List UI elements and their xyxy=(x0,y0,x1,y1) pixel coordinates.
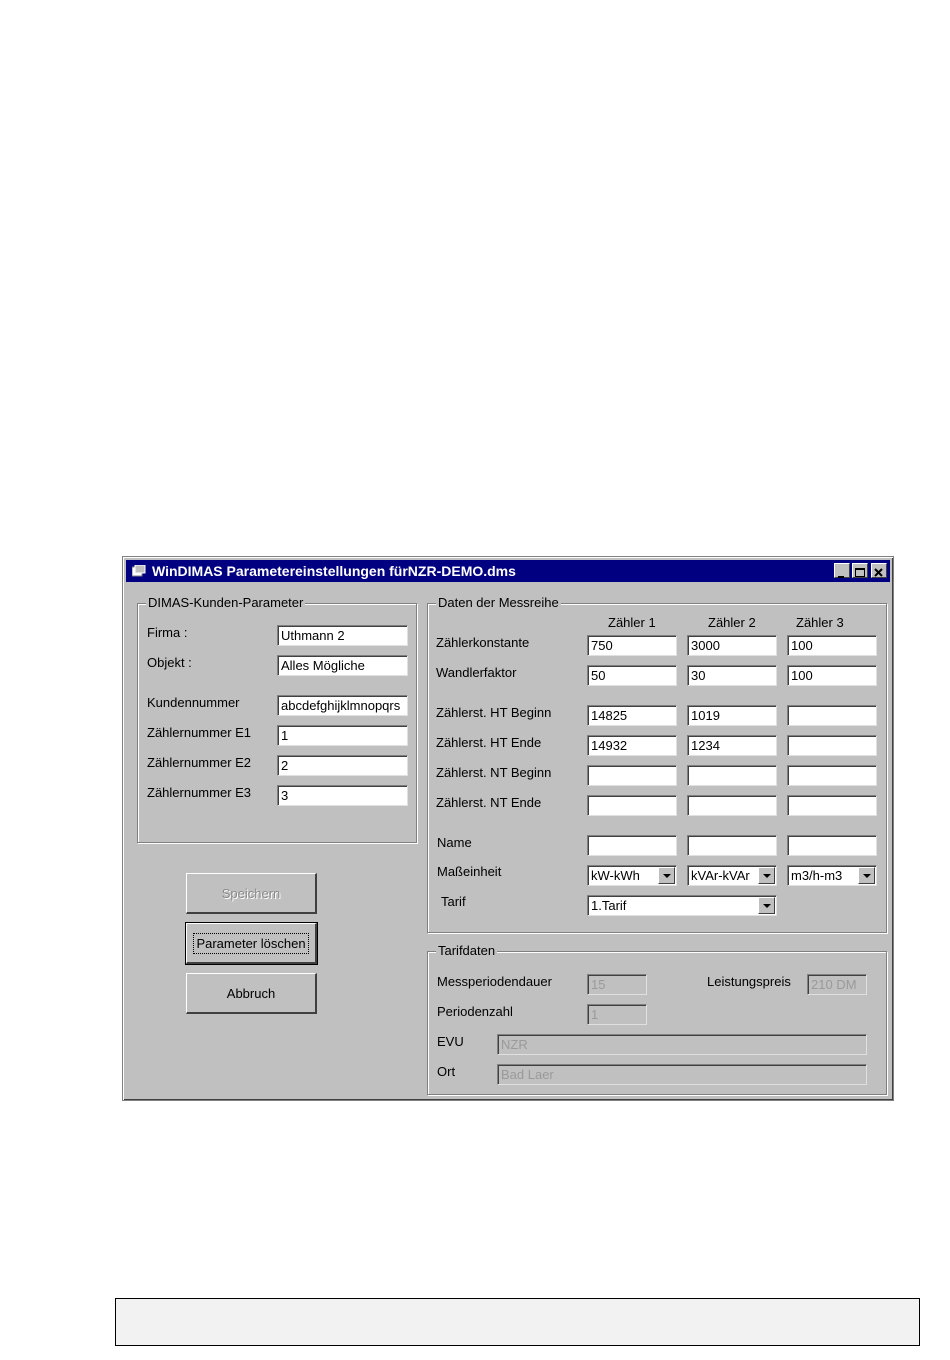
unit-3-value: m3/h-m3 xyxy=(791,868,843,883)
unit-2-value: kVAr-kVAr xyxy=(691,868,750,883)
title-bar[interactable] xyxy=(126,560,890,582)
tarif-value: 1.Tarif xyxy=(591,898,627,913)
nt-ende-3-input[interactable] xyxy=(787,795,877,816)
objekt-input[interactable]: Alles Mögliche xyxy=(277,655,408,676)
ort-input[interactable]: Bad Laer xyxy=(497,1064,867,1085)
ort-label: Ort xyxy=(437,1064,456,1079)
ht-beginn-3-input[interactable] xyxy=(787,705,877,726)
evu-label: EVU xyxy=(437,1034,464,1049)
zaehlernummer-e3-input[interactable]: 3 xyxy=(277,785,408,806)
save-button[interactable] xyxy=(186,873,317,914)
unit-1-value: kW-kWh xyxy=(591,868,640,883)
column-header-zaehler-2: Zähler 2 xyxy=(708,615,756,630)
chevron-down-icon[interactable] xyxy=(758,867,775,884)
leistungspreis-input[interactable]: 210 DM xyxy=(807,974,867,995)
minimize-icon xyxy=(835,567,849,580)
masseinheit-label: Maßeinheit xyxy=(437,864,502,879)
wandlerfaktor-1-input[interactable]: 50 xyxy=(587,665,677,686)
cancel-button[interactable] xyxy=(186,973,317,1014)
close-button[interactable] xyxy=(871,563,887,578)
zaehlerkonstante-3-input[interactable]: 100 xyxy=(787,635,877,656)
periodenzahl-input[interactable]: 1 xyxy=(587,1004,647,1025)
measure-data-legend: Daten der Messreihe xyxy=(438,595,559,610)
unit-1-select[interactable] xyxy=(587,865,677,886)
column-header-zaehler-1: Zähler 1 xyxy=(608,615,656,630)
messperiodendauer-label: Messperiodendauer xyxy=(437,974,552,989)
zaehlernummer-e1-label: Zählernummer E1 xyxy=(147,725,252,740)
zaehlerkonstante-label: Zählerkonstante xyxy=(436,635,530,650)
delete-parameters-label: Parameter löschen xyxy=(196,935,306,951)
name-3-input[interactable] xyxy=(787,835,877,856)
delete-parameters-button[interactable] xyxy=(186,923,317,964)
evu-input[interactable]: NZR xyxy=(497,1034,867,1055)
chevron-down-icon[interactable] xyxy=(858,867,875,884)
cancel-button-label: Abbruch xyxy=(226,985,276,1001)
firma-input[interactable]: Uthmann 2 xyxy=(277,625,408,646)
kundennummer-label: Kundennummer xyxy=(147,695,240,710)
zaehlerkonstante-1-input[interactable]: 750 xyxy=(587,635,677,656)
leistungspreis-label: Leistungspreis xyxy=(707,974,791,989)
window-title: WinDIMAS Parametereinstellungen fürNZR-DEMO.dms xyxy=(152,563,516,579)
wandlerfaktor-3-input[interactable]: 100 xyxy=(787,665,877,686)
ht-beginn-1-input[interactable]: 14825 xyxy=(587,705,677,726)
name-1-input[interactable] xyxy=(587,835,677,856)
nt-beginn-1-input[interactable] xyxy=(587,765,677,786)
nt-ende-label: Zählerst. NT Ende xyxy=(436,795,542,810)
save-button-label: Speichern xyxy=(221,885,281,901)
ht-ende-1-input[interactable]: 14932 xyxy=(587,735,677,756)
chevron-down-icon[interactable] xyxy=(758,897,775,914)
messperiodendauer-input[interactable]: 15 xyxy=(587,974,647,995)
periodenzahl-label: Periodenzahl xyxy=(437,1004,513,1019)
objekt-label: Objekt : xyxy=(147,655,192,670)
name-2-input[interactable] xyxy=(687,835,777,856)
kundennummer-input[interactable]: abcdefghijklmnopqrs xyxy=(277,695,408,716)
tarif-label: Tarif xyxy=(441,894,466,909)
app-icon[interactable] xyxy=(132,565,146,577)
zaehlerkonstante-2-input[interactable]: 3000 xyxy=(687,635,777,656)
ht-beginn-2-input[interactable]: 1019 xyxy=(687,705,777,726)
zaehlernummer-e3-label: Zählernummer E3 xyxy=(147,785,252,800)
name-label: Name xyxy=(437,835,472,850)
chevron-down-icon[interactable] xyxy=(658,867,675,884)
nt-ende-1-input[interactable] xyxy=(587,795,677,816)
nt-beginn-3-input[interactable] xyxy=(787,765,877,786)
tariff-data-legend: Tarifdaten xyxy=(438,943,496,958)
unit-3-select[interactable] xyxy=(787,865,877,886)
minimize-button[interactable] xyxy=(834,563,850,578)
unit-2-select[interactable] xyxy=(687,865,777,886)
nt-beginn-2-input[interactable] xyxy=(687,765,777,786)
ht-ende-2-input[interactable]: 1234 xyxy=(687,735,777,756)
ht-ende-label: Zählerst. HT Ende xyxy=(436,735,542,750)
column-header-zaehler-3: Zähler 3 xyxy=(796,615,844,630)
zaehlernummer-e2-input[interactable]: 2 xyxy=(277,755,408,776)
nt-beginn-label: Zählerst. NT Beginn xyxy=(436,765,552,780)
tarif-select[interactable] xyxy=(587,895,777,916)
footer-box xyxy=(115,1298,920,1346)
maximize-button[interactable] xyxy=(852,563,868,578)
maximize-icon xyxy=(853,567,867,580)
zaehlernummer-e1-input[interactable]: 1 xyxy=(277,725,408,746)
zaehlernummer-e2-label: Zählernummer E2 xyxy=(147,755,252,770)
customer-params-legend: DIMAS-Kunden-Parameter xyxy=(148,595,304,610)
firma-label: Firma : xyxy=(147,625,188,640)
close-icon xyxy=(872,567,886,580)
wandlerfaktor-2-input[interactable]: 30 xyxy=(687,665,777,686)
parameter-window xyxy=(122,556,894,1101)
nt-ende-2-input[interactable] xyxy=(687,795,777,816)
ht-ende-3-input[interactable] xyxy=(787,735,877,756)
wandlerfaktor-label: Wandlerfaktor xyxy=(436,665,517,680)
ht-beginn-label: Zählerst. HT Beginn xyxy=(436,705,552,720)
